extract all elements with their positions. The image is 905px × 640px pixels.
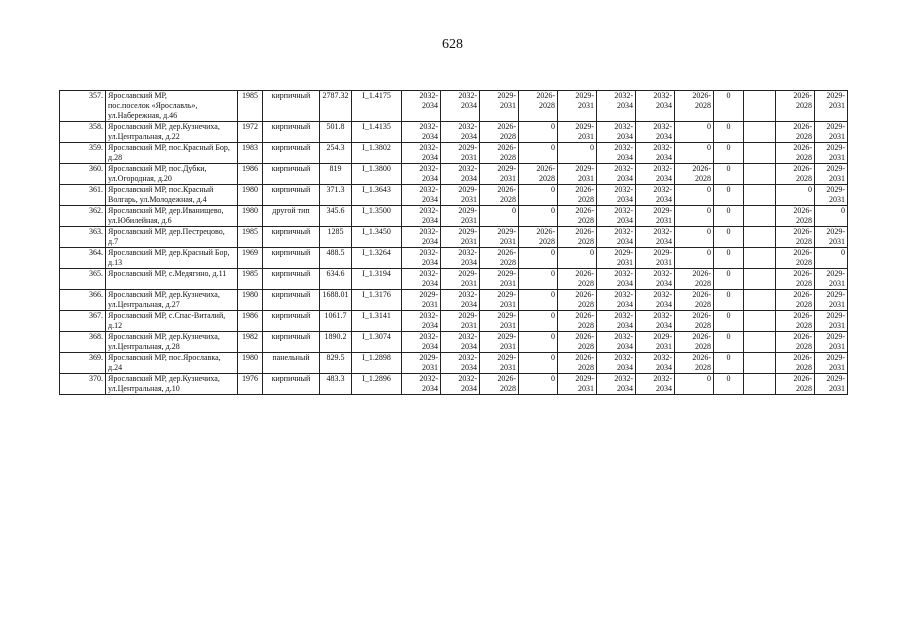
period-cell: 2029-2031 (815, 185, 848, 206)
period-cell: 2032-2034 (636, 122, 675, 143)
period-cell: 2026-2028 (558, 185, 597, 206)
period-cell: 2032-2034 (636, 227, 675, 248)
period-cell: 2032-2034 (597, 185, 636, 206)
period-cell: 0 (519, 311, 558, 332)
period-cell (744, 269, 776, 290)
material-cell: кирпичный (263, 164, 320, 185)
period-cell: 2029-2031 (815, 91, 848, 122)
period-cell: 2026-2028 (776, 374, 815, 395)
period-cell: 2029-2031 (558, 164, 597, 185)
material-cell: панельный (263, 353, 320, 374)
period-cell: 0 (815, 248, 848, 269)
address-cell: Ярославский МР, дер.Кузнечиха, ул.Центральная, д.22 (106, 122, 238, 143)
period-cell: 2032-2034 (441, 248, 480, 269)
material-cell: кирпичный (263, 227, 320, 248)
period-cell: 0 (675, 185, 714, 206)
address-cell: Ярославский МР, дер.Кузнечиха, ул.Центральная, д.27 (106, 290, 238, 311)
period-cell: 2032-2034 (441, 353, 480, 374)
period-cell: 2029-2031 (636, 206, 675, 227)
area-cell: 483.3 (320, 374, 352, 395)
area-cell: 501.8 (320, 122, 352, 143)
area-cell: 634.6 (320, 269, 352, 290)
period-cell: 2026-2028 (675, 91, 714, 122)
period-cell: 2026-2028 (776, 353, 815, 374)
period-cell: 0 (519, 269, 558, 290)
period-cell: 2029-2031 (558, 122, 597, 143)
period-cell: 2032-2034 (402, 248, 441, 269)
code-cell: I_1.3800 (352, 164, 402, 185)
row-number: 359. (60, 143, 106, 164)
period-cell: 2032-2034 (402, 206, 441, 227)
period-cell: 0 (714, 332, 744, 353)
table-row (60, 143, 848, 164)
period-cell (744, 122, 776, 143)
period-cell: 2026-2028 (675, 164, 714, 185)
period-cell: 0 (480, 206, 519, 227)
row-number: 366. (60, 290, 106, 311)
period-cell: 2032-2034 (597, 374, 636, 395)
period-cell: 0 (714, 290, 744, 311)
period-cell: 0 (519, 122, 558, 143)
area-cell: 1688.01 (320, 290, 352, 311)
year-cell: 1986 (238, 164, 263, 185)
address-cell: Ярославский МР, пос.Дубки, ул.Огородная, д.20 (106, 164, 238, 185)
row-number: 362. (60, 206, 106, 227)
area-cell: 254.3 (320, 143, 352, 164)
area-cell: 1285 (320, 227, 352, 248)
year-cell: 1985 (238, 227, 263, 248)
material-cell: кирпичный (263, 143, 320, 164)
period-cell: 2032-2034 (441, 332, 480, 353)
area-cell: 2787.32 (320, 91, 352, 122)
period-cell: 2029-2031 (480, 227, 519, 248)
period-cell: 0 (714, 248, 744, 269)
period-cell: 2026-2028 (519, 91, 558, 122)
address-cell: Ярославский МР, дер.Кузнечиха, ул.Центральная, д.10 (106, 374, 238, 395)
period-cell: 0 (714, 143, 744, 164)
period-cell: 2026-2028 (675, 269, 714, 290)
row-number: 370. (60, 374, 106, 395)
year-cell: 1980 (238, 206, 263, 227)
period-cell: 2032-2034 (636, 374, 675, 395)
period-cell: 2029-2031 (441, 185, 480, 206)
period-cell: 2032-2034 (402, 185, 441, 206)
period-cell: 2032-2034 (597, 164, 636, 185)
period-cell (744, 143, 776, 164)
period-cell: 2032-2034 (441, 164, 480, 185)
row-number: 367. (60, 311, 106, 332)
period-cell: 2029-2031 (441, 206, 480, 227)
period-cell: 2032-2034 (402, 91, 441, 122)
period-cell: 2026-2028 (558, 290, 597, 311)
address-cell: Ярославский МР, пос.Красный Волгарь, ул.Молодежная, д.4 (106, 185, 238, 206)
period-cell: 0 (675, 143, 714, 164)
period-cell: 2032-2034 (597, 227, 636, 248)
period-cell: 2026-2028 (776, 164, 815, 185)
period-cell: 2032-2034 (441, 91, 480, 122)
year-cell: 1976 (238, 374, 263, 395)
area-cell: 1061.7 (320, 311, 352, 332)
period-cell: 2029-2031 (597, 248, 636, 269)
area-cell: 1890.2 (320, 332, 352, 353)
year-cell: 1972 (238, 122, 263, 143)
period-cell: 2032-2034 (636, 91, 675, 122)
code-cell: I_1.4135 (352, 122, 402, 143)
housing-registry-table (59, 90, 848, 395)
row-number: 357. (60, 91, 106, 122)
period-cell: 2032-2034 (636, 185, 675, 206)
period-cell: 2026-2028 (480, 374, 519, 395)
period-cell: 2029-2031 (815, 332, 848, 353)
period-cell: 2032-2034 (636, 164, 675, 185)
table-row (60, 353, 848, 374)
material-cell: кирпичный (263, 185, 320, 206)
table-row (60, 374, 848, 395)
period-cell: 2029-2031 (558, 374, 597, 395)
address-cell: Ярославский МР, пос.Ярославка, д.24 (106, 353, 238, 374)
period-cell: 2026-2028 (558, 332, 597, 353)
period-cell: 2029-2031 (480, 164, 519, 185)
period-cell: 2032-2034 (597, 290, 636, 311)
period-cell: 2026-2028 (675, 290, 714, 311)
period-cell: 2026-2028 (558, 206, 597, 227)
registry-body (60, 91, 848, 395)
period-cell: 2026-2028 (776, 122, 815, 143)
code-cell: I_1.4175 (352, 91, 402, 122)
period-cell: 2029-2031 (815, 353, 848, 374)
period-cell: 2026-2028 (776, 290, 815, 311)
code-cell: I_1.3802 (352, 143, 402, 164)
period-cell: 2026-2028 (776, 143, 815, 164)
code-cell: I_1.2896 (352, 374, 402, 395)
period-cell: 2032-2034 (402, 227, 441, 248)
area-cell: 371.3 (320, 185, 352, 206)
address-cell: Ярославский МР, пос.Красный Бор, д.28 (106, 143, 238, 164)
period-cell: 2026-2028 (519, 164, 558, 185)
table-row (60, 311, 848, 332)
period-cell: 2026-2028 (480, 143, 519, 164)
code-cell: I_1.3450 (352, 227, 402, 248)
period-cell: 0 (675, 248, 714, 269)
period-cell: 2026-2028 (480, 248, 519, 269)
material-cell: кирпичный (263, 91, 320, 122)
period-cell: 2032-2034 (636, 143, 675, 164)
period-cell: 2032-2034 (402, 143, 441, 164)
period-cell: 2032-2034 (597, 206, 636, 227)
material-cell: кирпичный (263, 374, 320, 395)
period-cell: 0 (714, 374, 744, 395)
period-cell: 2029-2031 (815, 374, 848, 395)
address-cell: Ярославский МР, дер.Кузнечиха, ул.Центральная, д.28 (106, 332, 238, 353)
address-cell: Ярославский МР, с.Медягино, д.11 (106, 269, 238, 290)
period-cell: 2026-2028 (480, 185, 519, 206)
code-cell: I_1.3264 (352, 248, 402, 269)
period-cell: 2029-2031 (402, 353, 441, 374)
period-cell: 2026-2028 (558, 353, 597, 374)
row-number: 365. (60, 269, 106, 290)
period-cell: 0 (558, 143, 597, 164)
period-cell: 2029-2031 (402, 290, 441, 311)
area-cell: 345.6 (320, 206, 352, 227)
period-cell: 2029-2031 (815, 311, 848, 332)
period-cell: 0 (776, 185, 815, 206)
period-cell: 2032-2034 (636, 269, 675, 290)
period-cell: 0 (714, 269, 744, 290)
period-cell: 2029-2031 (815, 227, 848, 248)
period-cell: 0 (714, 164, 744, 185)
period-cell: 0 (714, 91, 744, 122)
year-cell: 1980 (238, 290, 263, 311)
period-cell: 2032-2034 (402, 269, 441, 290)
period-cell: 2029-2031 (815, 122, 848, 143)
period-cell: 0 (815, 206, 848, 227)
period-cell: 2032-2034 (441, 374, 480, 395)
year-cell: 1983 (238, 143, 263, 164)
period-cell: 0 (519, 290, 558, 311)
year-cell: 1980 (238, 185, 263, 206)
area-cell: 819 (320, 164, 352, 185)
period-cell (744, 91, 776, 122)
period-cell: 2029-2031 (636, 332, 675, 353)
period-cell: 2032-2034 (402, 332, 441, 353)
area-cell: 488.5 (320, 248, 352, 269)
period-cell: 2026-2028 (776, 227, 815, 248)
material-cell: кирпичный (263, 332, 320, 353)
material-cell: кирпичный (263, 248, 320, 269)
row-number: 363. (60, 227, 106, 248)
table-row (60, 290, 848, 311)
period-cell: 2032-2034 (402, 374, 441, 395)
address-cell: Ярославский МР, пос.поселок «Ярославль», ул.Набережная, д.46 (106, 91, 238, 122)
period-cell: 2032-2034 (597, 122, 636, 143)
period-cell: 0 (519, 143, 558, 164)
period-cell: 0 (519, 353, 558, 374)
table-row (60, 164, 848, 185)
table-row (60, 269, 848, 290)
table-row (60, 206, 848, 227)
period-cell: 0 (675, 374, 714, 395)
area-cell: 829.5 (320, 353, 352, 374)
period-cell: 0 (714, 227, 744, 248)
period-cell: 2032-2034 (597, 353, 636, 374)
code-cell: I_1.3643 (352, 185, 402, 206)
period-cell: 2026-2028 (776, 311, 815, 332)
year-cell: 1985 (238, 269, 263, 290)
material-cell: другой тип (263, 206, 320, 227)
row-number: 358. (60, 122, 106, 143)
period-cell: 2032-2034 (402, 164, 441, 185)
address-cell: Ярославский МР, дер.Пестрецово, д.7 (106, 227, 238, 248)
code-cell: I_1.3176 (352, 290, 402, 311)
period-cell: 2032-2034 (597, 269, 636, 290)
period-cell: 2029-2031 (815, 269, 848, 290)
period-cell: 2026-2028 (776, 206, 815, 227)
code-cell: I_1.3074 (352, 332, 402, 353)
period-cell: 2032-2034 (636, 353, 675, 374)
period-cell: 2026-2028 (558, 311, 597, 332)
year-cell: 1969 (238, 248, 263, 269)
period-cell: 2029-2031 (558, 91, 597, 122)
period-cell: 2029-2031 (441, 227, 480, 248)
code-cell: I_1.3500 (352, 206, 402, 227)
period-cell: 0 (675, 227, 714, 248)
code-cell: I_1.3141 (352, 311, 402, 332)
period-cell: 2026-2028 (776, 269, 815, 290)
table-row (60, 332, 848, 353)
period-cell: 2032-2034 (597, 332, 636, 353)
address-cell: Ярославский МР, дер.Красный Бор, д.13 (106, 248, 238, 269)
period-cell: 0 (714, 311, 744, 332)
period-cell: 2029-2031 (480, 269, 519, 290)
row-number: 361. (60, 185, 106, 206)
period-cell: 2029-2031 (480, 91, 519, 122)
period-cell: 0 (519, 206, 558, 227)
period-cell: 0 (714, 122, 744, 143)
code-cell: I_1.3194 (352, 269, 402, 290)
year-cell: 1982 (238, 332, 263, 353)
row-number: 364. (60, 248, 106, 269)
table-row (60, 122, 848, 143)
period-cell: 2026-2028 (776, 91, 815, 122)
period-cell: 2029-2031 (815, 143, 848, 164)
period-cell: 0 (714, 206, 744, 227)
period-cell: 2026-2028 (675, 332, 714, 353)
period-cell (744, 290, 776, 311)
period-cell: 2032-2034 (636, 290, 675, 311)
period-cell: 2032-2034 (402, 311, 441, 332)
period-cell: 0 (558, 248, 597, 269)
period-cell: 2026-2028 (675, 353, 714, 374)
period-cell: 2029-2031 (441, 143, 480, 164)
period-cell (744, 353, 776, 374)
address-cell: Ярославский МР, с.Спас-Виталий, д.12 (106, 311, 238, 332)
period-cell: 2032-2034 (441, 122, 480, 143)
table-row (60, 185, 848, 206)
period-cell: 2026-2028 (519, 227, 558, 248)
period-cell: 2026-2028 (776, 248, 815, 269)
material-cell: кирпичный (263, 269, 320, 290)
period-cell: 2032-2034 (597, 311, 636, 332)
period-cell (744, 311, 776, 332)
row-number: 369. (60, 353, 106, 374)
period-cell (744, 227, 776, 248)
period-cell: 2029-2031 (441, 269, 480, 290)
period-cell: 0 (714, 353, 744, 374)
period-cell: 2026-2028 (776, 332, 815, 353)
period-cell: 2026-2028 (480, 122, 519, 143)
period-cell: 2029-2031 (480, 311, 519, 332)
period-cell: 2032-2034 (402, 122, 441, 143)
period-cell: 2032-2034 (597, 91, 636, 122)
period-cell (744, 248, 776, 269)
page-number: 628 (442, 37, 463, 52)
period-cell: 2026-2028 (558, 269, 597, 290)
period-cell: 0 (519, 332, 558, 353)
period-cell: 2029-2031 (480, 353, 519, 374)
period-cell (744, 332, 776, 353)
row-number: 360. (60, 164, 106, 185)
period-cell: 2029-2031 (815, 290, 848, 311)
period-cell: 0 (675, 206, 714, 227)
material-cell: кирпичный (263, 290, 320, 311)
period-cell: 2029-2031 (636, 248, 675, 269)
material-cell: кирпичный (263, 311, 320, 332)
year-cell: 1985 (238, 91, 263, 122)
period-cell: 0 (519, 185, 558, 206)
period-cell: 2029-2031 (480, 290, 519, 311)
period-cell: 2029-2031 (815, 164, 848, 185)
period-cell: 2026-2028 (558, 227, 597, 248)
code-cell: I_1.2898 (352, 353, 402, 374)
year-cell: 1980 (238, 353, 263, 374)
address-cell: Ярославский МР, дер.Иванищево, ул.Юбилейная, д.6 (106, 206, 238, 227)
period-cell: 0 (519, 248, 558, 269)
period-cell: 2032-2034 (636, 311, 675, 332)
period-cell: 2026-2028 (675, 311, 714, 332)
period-cell: 0 (675, 122, 714, 143)
material-cell: кирпичный (263, 122, 320, 143)
period-cell: 0 (714, 185, 744, 206)
period-cell (744, 164, 776, 185)
table-row (60, 248, 848, 269)
period-cell: 2029-2031 (480, 332, 519, 353)
period-cell: 2029-2031 (441, 311, 480, 332)
period-cell: 2032-2034 (597, 143, 636, 164)
period-cell: 2032-2034 (441, 290, 480, 311)
table-row (60, 227, 848, 248)
table-row (60, 91, 848, 122)
year-cell: 1986 (238, 311, 263, 332)
period-cell (744, 206, 776, 227)
period-cell: 0 (519, 374, 558, 395)
row-number: 368. (60, 332, 106, 353)
period-cell (744, 374, 776, 395)
period-cell (744, 185, 776, 206)
